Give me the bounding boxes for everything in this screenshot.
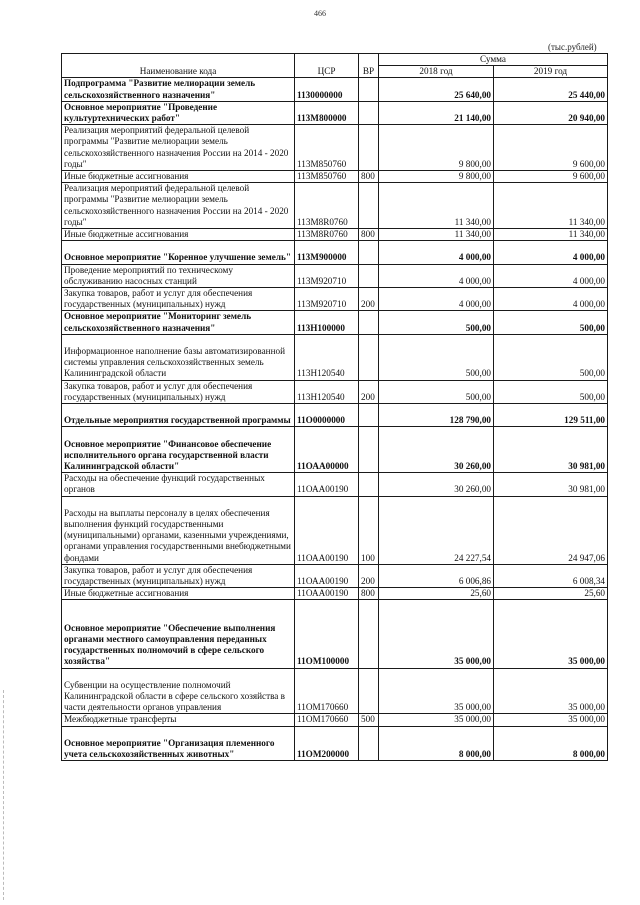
cell-csr: 113М8R0760: [295, 183, 359, 229]
cell-2019: 500,00: [494, 334, 608, 380]
cell-2018: 9 800,00: [379, 171, 494, 183]
cell-vr: [359, 311, 379, 334]
cell-name: Закупка товаров, работ и услуг для обеспечения государственных (муниципальных) нужд: [62, 564, 295, 587]
cell-vr: [359, 101, 379, 124]
table-row: [62, 334, 608, 380]
cell-2018: 500,00: [379, 334, 494, 380]
cell-name: Межбюджетные трансферты: [62, 714, 295, 726]
header-vr: ВР: [359, 54, 379, 78]
table-row: [62, 125, 608, 171]
table-row: [62, 564, 608, 587]
cell-csr: 11ОАА00000: [295, 427, 359, 473]
cell-csr: 113М8R0760: [295, 229, 359, 241]
cell-csr: 113М850760: [295, 171, 359, 183]
cell-name: Основное мероприятие "Обеспечение выполнения органами местного самоуправления переданных государственных полномочий в сфере сельского хозяйства": [62, 600, 295, 668]
cell-2018: 11 340,00: [379, 229, 494, 241]
cell-vr: [359, 427, 379, 473]
cell-name: Основное мероприятие "Коренное улучшение земель": [62, 241, 295, 264]
cell-2019: 8 000,00: [494, 726, 608, 761]
cell-csr: 113М920710: [295, 264, 359, 287]
cell-2018: 4 000,00: [379, 264, 494, 287]
units-label: (тыс.рублей): [548, 42, 597, 52]
table-row: [62, 171, 608, 183]
table-row: [62, 714, 608, 726]
cell-2019: 30 981,00: [494, 473, 608, 496]
cell-name: Отдельные мероприятия государственной программы: [62, 404, 295, 427]
cell-vr: 500: [359, 714, 379, 726]
cell-vr: [359, 125, 379, 171]
cell-2019: 9 600,00: [494, 125, 608, 171]
cell-2018: 35 000,00: [379, 668, 494, 714]
cell-name: Субвенции на осуществление полномочий Калининградской области в сфере сельского хозяйства в части деятельности органов управления: [62, 668, 295, 714]
cell-vr: 100: [359, 496, 379, 564]
cell-vr: [359, 78, 379, 101]
cell-2018: 35 000,00: [379, 600, 494, 668]
cell-2018: 4 000,00: [379, 241, 494, 264]
table-row: [62, 427, 608, 473]
cell-vr: [359, 264, 379, 287]
cell-csr: 113Н120540: [295, 380, 359, 403]
cell-2018: 4 000,00: [379, 288, 494, 311]
cell-2019: 11 340,00: [494, 183, 608, 229]
cell-2019: 30 981,00: [494, 427, 608, 473]
table-row: [62, 241, 608, 264]
table-row: [62, 264, 608, 287]
cell-name: Реализация мероприятий федеральной целевой программы "Развитие мелиорации земель сельскохозяйственного назначения России на 2014 - 2020 годы": [62, 183, 295, 229]
cell-name: Основное мероприятие "Финансовое обеспечение исполнительного органа государственной власти Калининградской области": [62, 427, 295, 473]
table-row: [62, 600, 608, 668]
page-number: 466: [314, 9, 326, 18]
cell-vr: [359, 600, 379, 668]
cell-vr: [359, 334, 379, 380]
cell-csr: 11ОАА00190: [295, 564, 359, 587]
cell-name: Закупка товаров, работ и услуг для обеспечения государственных (муниципальных) нужд: [62, 288, 295, 311]
cell-vr: [359, 668, 379, 714]
cell-2019: 4 000,00: [494, 288, 608, 311]
cell-csr: 113Н120540: [295, 334, 359, 380]
cell-2019: 35 000,00: [494, 714, 608, 726]
cell-name: Информационное наполнение базы автоматизированной системы управления сельскохозяйственных земель Калининградской области: [62, 334, 295, 380]
cell-name: Расходы на обеспечение функций государственных органов: [62, 473, 295, 496]
budget-table: [61, 53, 608, 761]
cell-csr: 11ОАА00190: [295, 588, 359, 600]
cell-name: Подпрограмма "Развитие мелиорации земель сельскохозяйственного назначения": [62, 78, 295, 101]
table-row: [62, 101, 608, 124]
table-row: [62, 183, 608, 229]
cell-name: Иные бюджетные ассигнования: [62, 588, 295, 600]
cell-2019: 24 947,06: [494, 496, 608, 564]
cell-2018: 500,00: [379, 380, 494, 403]
cell-vr: 800: [359, 171, 379, 183]
cell-vr: [359, 241, 379, 264]
cell-vr: 200: [359, 564, 379, 587]
table-body: [62, 78, 608, 761]
cell-2019: 25 440,00: [494, 78, 608, 101]
cell-name: Основное мероприятие "Проведение культуртехнических работ": [62, 101, 295, 124]
cell-2018: 11 340,00: [379, 183, 494, 229]
cell-csr: 113Н100000: [295, 311, 359, 334]
cell-2019: 4 000,00: [494, 241, 608, 264]
cell-2019: 35 000,00: [494, 668, 608, 714]
cell-2019: 500,00: [494, 311, 608, 334]
cell-2018: 35 000,00: [379, 714, 494, 726]
header-year-2019: 2019 год: [494, 66, 608, 78]
cell-vr: [359, 183, 379, 229]
table-row: [62, 404, 608, 427]
table-row: [62, 668, 608, 714]
cell-vr: 800: [359, 229, 379, 241]
cell-name: Расходы на выплаты персоналу в целях обеспечения выполнения функций государственными (муниципальными) органами, казенными учреждениями, органами управления государственными внебюджетными фондами: [62, 496, 295, 564]
cell-csr: 11ОМ200000: [295, 726, 359, 761]
table-row: [62, 380, 608, 403]
header-name: Наименование кода: [62, 54, 295, 78]
cell-2018: 25 640,00: [379, 78, 494, 101]
header-year-2018: 2018 год: [379, 66, 494, 78]
cell-name: Иные бюджетные ассигнования: [62, 229, 295, 241]
cell-csr: 11ОАА00190: [295, 496, 359, 564]
header-csr: ЦСР: [295, 54, 359, 78]
cell-2018: 21 140,00: [379, 101, 494, 124]
cell-csr: 11ОМ100000: [295, 600, 359, 668]
table-row: [62, 588, 608, 600]
cell-2018: 30 260,00: [379, 427, 494, 473]
cell-2019: 500,00: [494, 380, 608, 403]
cell-2018: 500,00: [379, 311, 494, 334]
cell-csr: 113М900000: [295, 241, 359, 264]
cell-2018: 30 260,00: [379, 473, 494, 496]
cell-vr: [359, 473, 379, 496]
cell-2018: 6 006,86: [379, 564, 494, 587]
cell-name: Реализация мероприятий федеральной целевой программы "Развитие мелиорации земель сельскохозяйственного назначения России на 2014 - 2020 годы": [62, 125, 295, 171]
cell-csr: 113М850760: [295, 125, 359, 171]
cell-csr: 1130000000: [295, 78, 359, 101]
margin-mark: [3, 690, 4, 900]
cell-name: Основное мероприятие "Организация племенного учета сельскохозяйственных животных": [62, 726, 295, 761]
cell-2018: 25,60: [379, 588, 494, 600]
header-row-1: [62, 54, 608, 66]
table-row: [62, 496, 608, 564]
table-row: [62, 726, 608, 761]
cell-2019: 20 940,00: [494, 101, 608, 124]
table-row: [62, 288, 608, 311]
cell-2018: 24 227,54: [379, 496, 494, 564]
cell-vr: 200: [359, 288, 379, 311]
cell-csr: 113М800000: [295, 101, 359, 124]
header-sum: Сумма: [379, 54, 608, 66]
cell-csr: 11ОМ170660: [295, 668, 359, 714]
table-row: [62, 78, 608, 101]
cell-csr: 11ОМ170660: [295, 714, 359, 726]
cell-2019: 129 511,00: [494, 404, 608, 427]
cell-csr: 11ОАА00190: [295, 473, 359, 496]
table-row: [62, 229, 608, 241]
cell-vr: 800: [359, 588, 379, 600]
cell-name: Иные бюджетные ассигнования: [62, 171, 295, 183]
table-row: [62, 473, 608, 496]
cell-2018: 128 790,00: [379, 404, 494, 427]
cell-name: Проведение мероприятий по техническому обслуживанию насосных станций: [62, 264, 295, 287]
cell-vr: [359, 726, 379, 761]
cell-2019: 4 000,00: [494, 264, 608, 287]
cell-vr: [359, 404, 379, 427]
cell-name: Основное мероприятие "Мониторинг земель сельскохозяйственного назначения": [62, 311, 295, 334]
cell-csr: 11О0000000: [295, 404, 359, 427]
cell-2019: 6 008,34: [494, 564, 608, 587]
cell-2018: 9 800,00: [379, 125, 494, 171]
cell-vr: 200: [359, 380, 379, 403]
cell-2018: 8 000,00: [379, 726, 494, 761]
cell-2019: 35 000,00: [494, 600, 608, 668]
cell-csr: 113М920710: [295, 288, 359, 311]
cell-name: Закупка товаров, работ и услуг для обеспечения государственных (муниципальных) нужд: [62, 380, 295, 403]
cell-2019: 9 600,00: [494, 171, 608, 183]
table-row: [62, 311, 608, 334]
cell-2019: 11 340,00: [494, 229, 608, 241]
cell-2019: 25,60: [494, 588, 608, 600]
